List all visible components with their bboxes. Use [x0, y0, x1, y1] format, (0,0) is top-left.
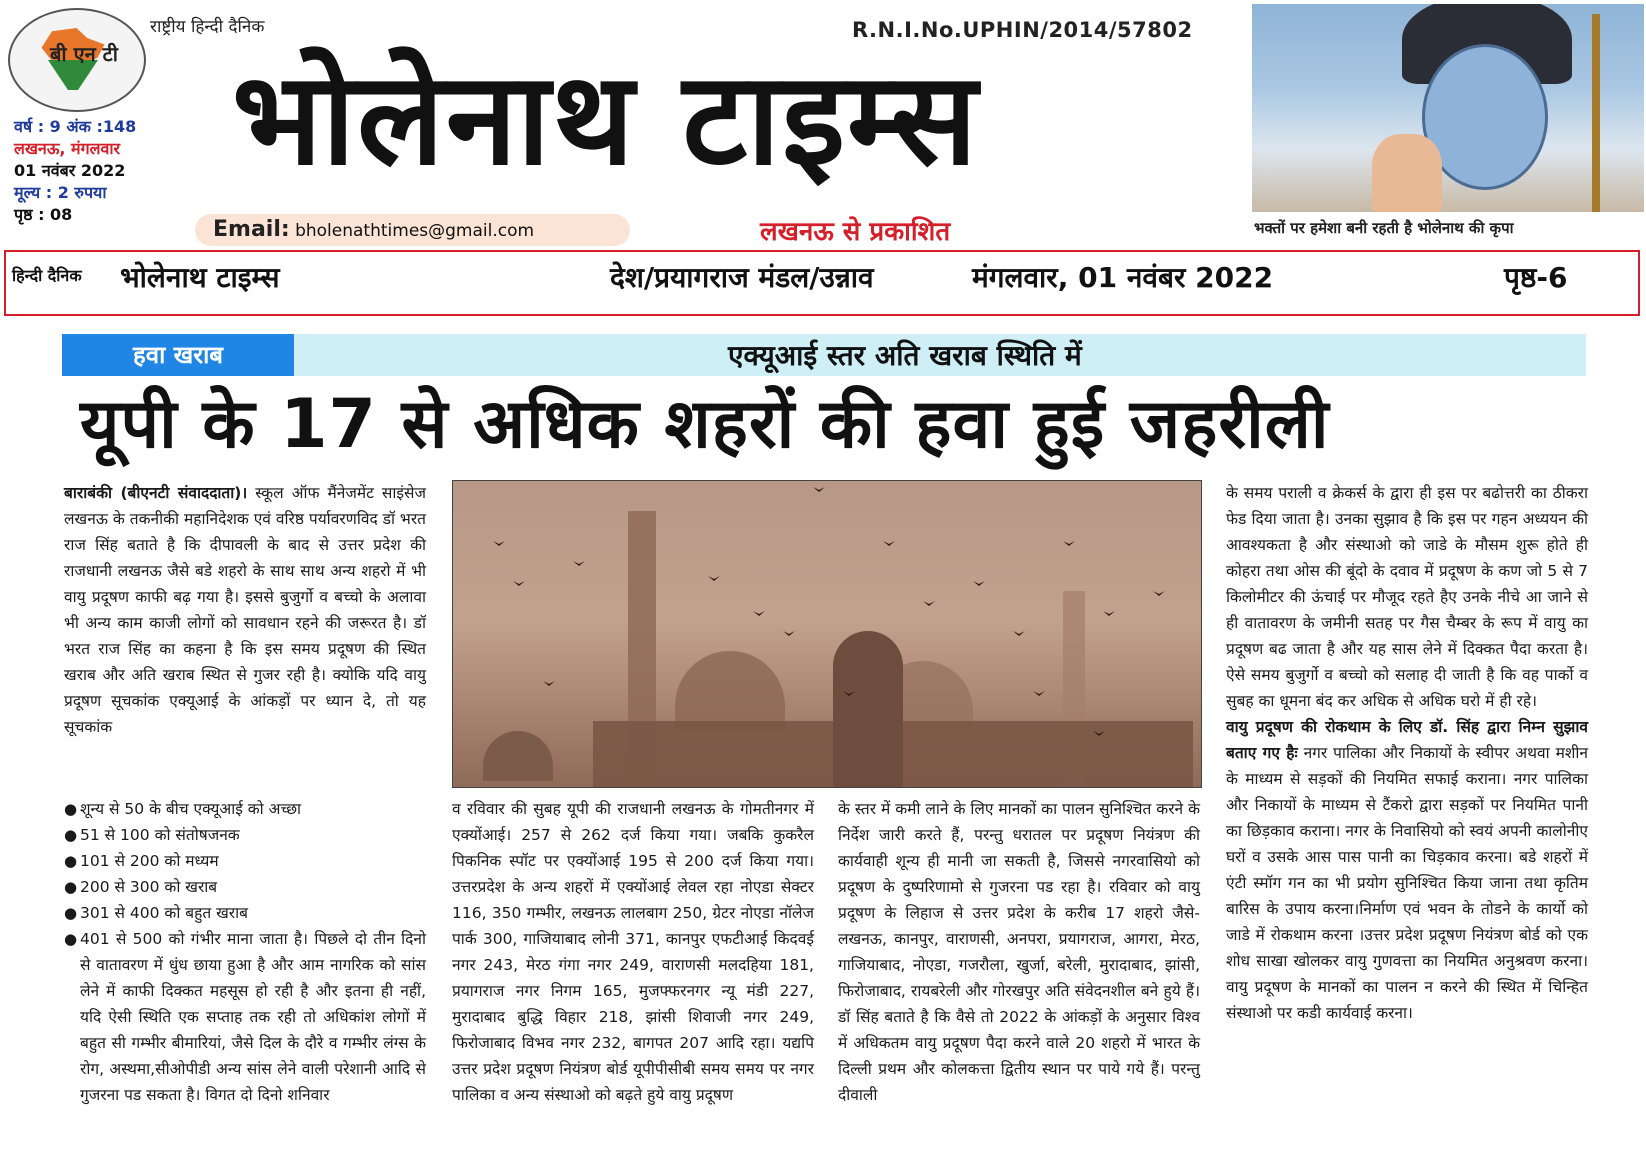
- tagline: राष्ट्रीय हिन्दी दैनिक: [150, 17, 265, 37]
- bird-icon: [493, 541, 505, 546]
- article-col2-text: व रविवार की सुबह यूपी की राजधानी लखनऊ के गोमतीनगर में एक्योंआई। 257 से 262 दर्ज किया गया। जबकि कुकरैल पिकनिक स्पॉट पर एक्योंआई 195 से 200 दर्ज किया गया। उत्तरप्रदेश के अन्य शहरों में एक्योंआई लेवल रहा नोएडा सेक्टर 116, 350 गम्भीर, लखनऊ लालबाग 250, ग्रेटर नोएडा नॉलेज पार्क 300, गाजियाबाद लोनी 371, कानपुर एफटीआई किदवई नगर 243, मेरठ गंगा नगर 249, वाराणसी मलदहिया 181, प्रयागराज नगर निगम 165, मुजफ्फरनगर न्यू मंडी 227, मुरादाबाद बुद्धि विहार 218, झांसी शिवाजी नगर 249, फिरोजाबाद विभव नगर 232, बागपत 207 आदि रहा। यद्यपि उत्तर प्रदेश प्रदूषण नियंत्रण बोर्ड यूपीपीसीबी समय समय पर नगर पालिका व अन्य संस्थाओ को बढ़ते हुये वायु प्रदूषण: [452, 800, 814, 1104]
- story-kicker: हवा खराब: [62, 334, 294, 376]
- newspaper-logo: [8, 8, 146, 112]
- email-label: Email:: [213, 217, 290, 242]
- bird-icon: [573, 561, 585, 566]
- article-col4-text: के समय पराली व क्रेकर्स के द्वारा ही इस पर बढोत्तरी का ठीकरा फेड दिया जाता है। उनका सुझाव है कि इस पर गहन अध्ययन की आवश्यकता है और संस्थाओ को जाडे के मौसम शुरू होते ही कोहरा तथा ओस की बूंदो के दवाव में प्रदूषण के कण जो 5 से 7 किलोमीटर की ऊंचाई पर मौजूद रहते हैए उनके नीचे आ जाने से ही वातावरण के जमीनी सतह पर गैस चैम्बर के रूप में वायु का प्रदूषण बढ जाता है और यह सास लेने में दिक्कत पैदा करता है। ऐसे समय बुजुर्गो व बच्चो को सलाह दी जाती है कि वह पार्को व सुबह का धूमना बंद कर अधिक से अधिक घरो में ही रहे।: [1226, 484, 1588, 710]
- story-subhead: एक्यूआई स्तर अति खराब स्थिति में: [728, 339, 1082, 372]
- newspaper-title: भोलेनाथ टाइम्स: [232, 45, 980, 194]
- page-bar-section: देश/प्रयागराज मंडल/उन्नाव: [610, 261, 874, 294]
- bird-icon: [883, 541, 895, 546]
- email-address: bholenathtimes@gmail.com: [295, 221, 535, 241]
- issue-meta: [14, 116, 136, 226]
- bird-icon: [1103, 611, 1115, 616]
- article-col1-text: स्कूल ऑफ मैंनेजमेंट साइंसेज लखनऊ के तकनीकी महानिदेशक एवं वरिष्ठ पर्यावरणविद डॉ भरत राज सिंह बताते है कि दीपावली के बाद से उत्तर प्रदेश की राजधानी लखनऊ जैसे बडे शहरो के साथ साथ अन्य शहरो में भी वायु प्रदूषण काफी बढ़ गया है। इससे बुजुर्गो व बच्चो के अलावा भी अन्य काम काजी लोगों को सावधान रहने की जरूरत है। डॉ भरत राज सिंह का कहना है कि इस समय प्रदूषण की स्थित खराब और अति खराब स्थित से गुजर रही है। क्योकि यदि वायु प्रदूषण सूचकांक एक्यूआई के आंकड़ों पर ध्यान दे, तो यह सूचकांक: [64, 484, 426, 736]
- bird-icon: [513, 581, 525, 586]
- dome-shape: [483, 731, 553, 781]
- article-dateline: बाराबंकी (बीएनटी संवाददाता)।: [64, 484, 248, 502]
- story-headline: यूपी के 17 से अधिक शहरों की हवा हुई जहरीली: [80, 385, 1330, 464]
- article-column-3: [838, 796, 1200, 1108]
- bird-icon: [973, 581, 985, 586]
- page-bar-name: भोलेनाथ टाइम्स: [120, 261, 280, 294]
- rni-number: R.N.I.No.UPHIN/2014/57802: [852, 18, 1193, 42]
- page-bar-label: हिन्दी दैनिक: [12, 266, 82, 285]
- page-bar-date: मंगलवार, 01 नवंबर 2022: [972, 261, 1274, 294]
- volume-issue: वर्ष : 9 अंक :148: [14, 117, 137, 136]
- bird-icon: [813, 487, 825, 492]
- list-item: ● 51 से 100 को संतोषजनक: [64, 822, 426, 848]
- bird-icon: [1033, 691, 1045, 696]
- bird-icon: [708, 576, 720, 581]
- article-column-1: [64, 480, 426, 740]
- bird-icon: [543, 681, 555, 686]
- article-column-2: [452, 796, 814, 1108]
- aqi-scale-list: [64, 796, 426, 1108]
- bird-icon: [1153, 591, 1165, 596]
- price: मूल्य : 2 रुपया: [14, 183, 107, 202]
- trident-icon: [1592, 14, 1600, 212]
- list-item: ● 401 से 500 को गंभीर माना जाता है। पिछले दो तीन दिनो से वातावरण में धुंध छाया हुआ है और आम नागरिक को सांस लेने में काफी दिक्कत महसूस हो रही है और इतना ही नहीं, यदि ऐसी स्थिति एक सप्ताह तक रही तो अधिकांश लोगों में बहुत सी गम्भीर बीमारियां, जैसे दिल के दौरे व गम्भीर लंग्स के रोग, अस्थमा,सीओपीडी अन्य सांस लेने वाली परेशानी आदि से गुजरना पड सकता है। विगत दो दिनो शनिवार: [64, 926, 426, 1108]
- dome-shape: [675, 651, 785, 731]
- deity-caption: भक्तों पर हमेशा बनी रहती है भोलेनाथ की कृपा: [1254, 219, 1514, 237]
- deity-hand-shape: [1372, 134, 1442, 212]
- list-item: ● 101 से 200 को मध्यम: [64, 848, 426, 874]
- list-item: ● शून्य से 50 के बीच एक्यूआई को अच्छा: [64, 796, 426, 822]
- bird-icon: [783, 631, 795, 636]
- published-from: लखनऊ से प्रकाशित: [760, 217, 951, 247]
- bird-icon: [753, 611, 765, 616]
- list-item: ● 301 से 400 को बहुत खराब: [64, 900, 426, 926]
- deity-image: [1252, 4, 1644, 212]
- bird-icon: [1013, 631, 1025, 636]
- place-day: लखनऊ, मंगलवार: [14, 139, 121, 158]
- list-item: ● 200 से 300 को खराब: [64, 874, 426, 900]
- mosque-smog-photo: [452, 480, 1202, 788]
- mosque-arch-shape: [833, 631, 903, 787]
- bird-icon: [1063, 541, 1075, 546]
- article-col4-text2: नगर पालिका और निकायों के स्वीपर अथवा मशीन के माध्यम से सड़कों की नियमित सफाई कराना। नगर पालिका और निकायों के माध्यम से टैंकरो द्वारा सड़कों पर नियमित पानी का छिड़काव कराना। नगर के निवासियो को स्वयं अपनी कालोनीए घरों व उसके आस पास पानी का चिड़काव करना। बडे शहरों में एंटी स्मॉग गन का भी प्रयोग सुनिश्चित किया जाना तथा कृतिम बारिस के उपाय करना।निर्माण एवं भवन के तोडने के कार्यो को जाडे में रोकथाम करना ।उत्तर प्रदेश प्रदूषण नियंत्रण बोर्ड को एक शोध साखा खोलकर वायु गुणवत्ता का नियमित अनुश्रवण करना।वायु प्रदूषण के मानकों का पालन न करने की स्थित में चिन्हित संस्थाओ पर कडी कार्यवाई करना।: [1226, 744, 1588, 1022]
- email-box: [195, 214, 630, 246]
- logo-text: बी एन टी: [50, 42, 118, 66]
- article-col3-text: के स्तर में कमी लाने के लिए मानकों का पालन सुनिश्चित करने के निर्देश जारी करते हैं, परन्तु धरातल पर प्रदूषण नियंत्रण की कार्यवाही शून्य ही मानी जा सकती है, जिससे नगरवासियो को प्रदूषण के दुष्परिणामो से गुजरना पड रहा है। रविवार को वायु प्रदूषण के लिहाज से उत्तर प्रदेश के करीब 17 शहरो जैसे- लखनऊ, कानपुर, वाराणसी, अनपरा, प्रयागराज, आगरा, मेरठ, गाजियाबाद, नोएडा, गजरौला, खुर्जा, बरेली, मुरादाबाद, झांसी, फिरोजाबाद, रायबरेली और गोरखपुर अति संवेदनशील बने हुये हैं। डॉ सिंह बताते है कि वैसे तो 2022 के आंकड़ों के अनुसार विश्व में अधिकतम वायु प्रदूषण पैदा करने वाले 20 शहरो में भारत के दिल्ली प्रथम और कोलकत्ता द्वितीय स्थान पर पाये गये हैं। परन्तु दीवाली: [838, 800, 1200, 1104]
- page-bar-page-number: पृष्ठ-6: [1504, 261, 1568, 294]
- page-count: पृष्ठ : 08: [14, 205, 73, 224]
- issue-date: 01 नवंबर 2022: [14, 161, 126, 180]
- suggestions-heading: वायु प्रदूषण की रोकथाम के लिए डॉ. सिंह द्वारा निम्न सुझाव बताए गए हैः: [1226, 718, 1588, 762]
- bird-icon: [923, 601, 935, 606]
- article-column-4: [1226, 480, 1588, 1026]
